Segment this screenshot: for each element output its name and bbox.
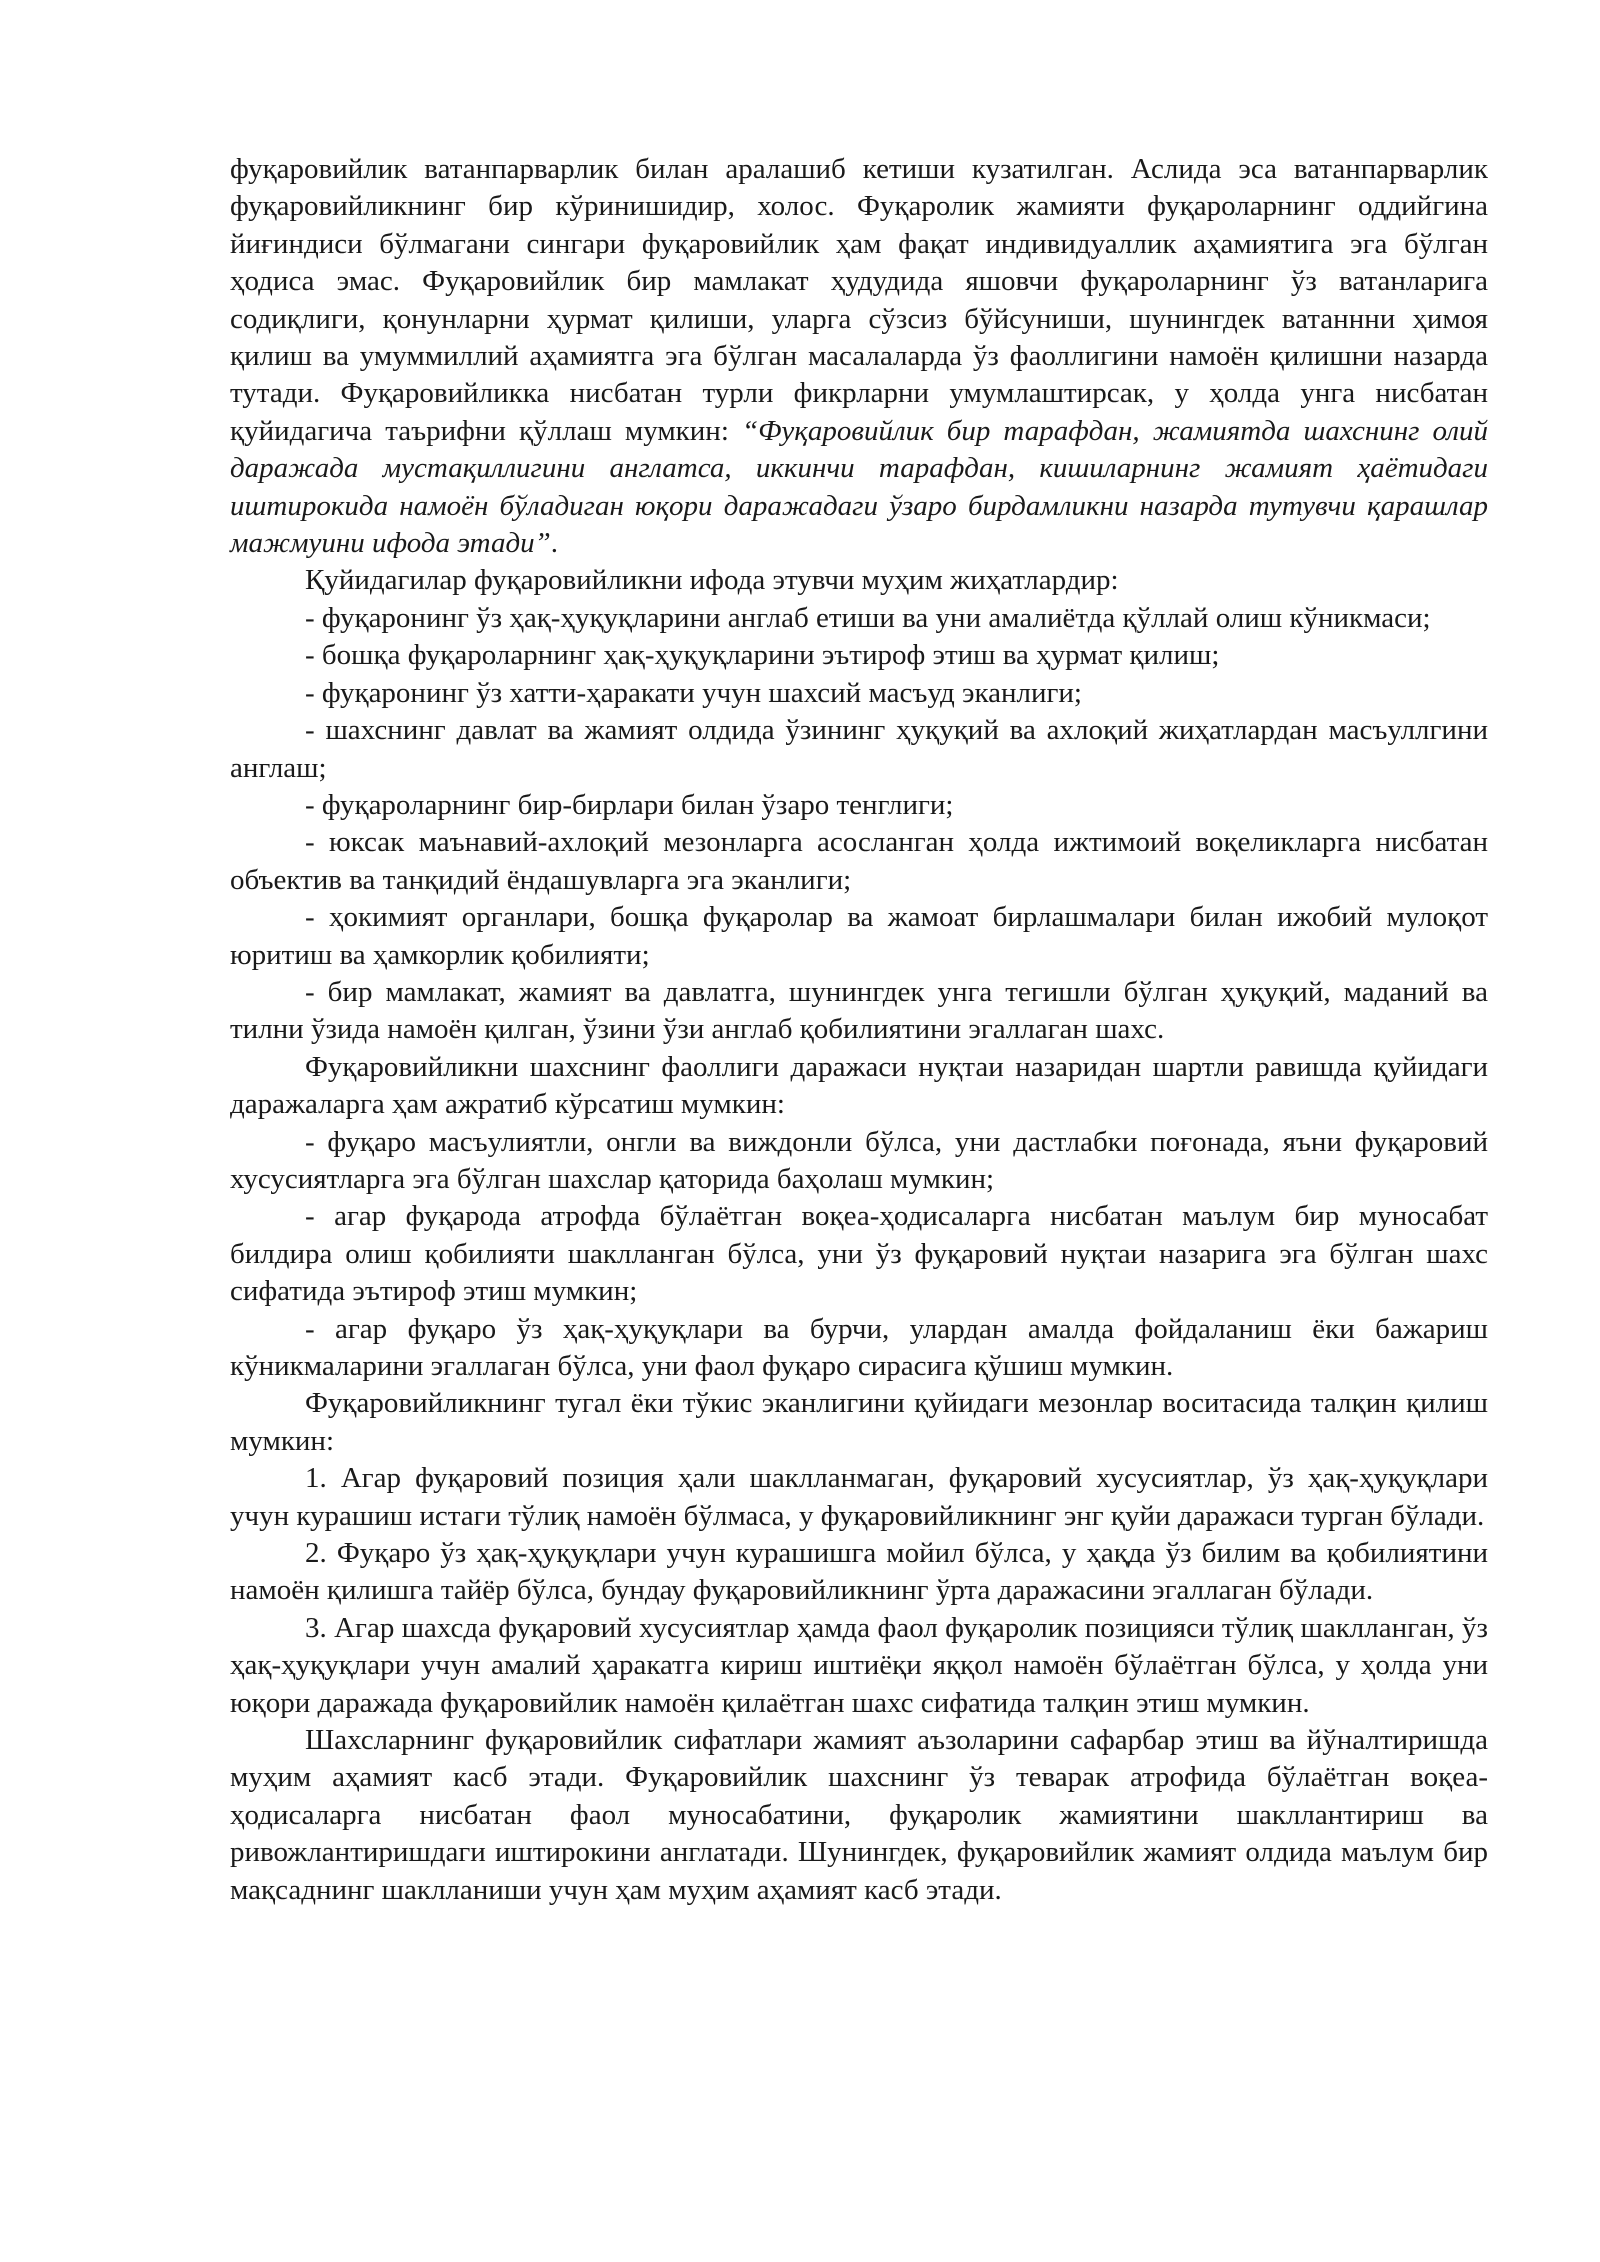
definition-quote: “Фуқаровийлик бир тарафдан, жамиятда шахснинг олий даражада мустақиллигини англатса, иккинчи тарафдан, кишиларнинг жамият ҳаётидаги иштирокида намоён бўладиган юқори даражадаги ўзаро бирдамликни назарда тутувчи қарашлар мажмуини ифода этади” [230,414,1488,560]
list-item: - фуқаронинг ўз хатти-ҳаракати учун шахсий масъуд эканлиги; [305,676,1082,709]
paragraph-aspects-heading: Қуйидагилар фуқаровийликни ифода этувчи муҳим жиҳатлардир: [305,564,1119,597]
list-item: - юксак маънавий-ахлоқий мезонларга асосланган ҳолда ижтимоий воқеликларга нисбатан объектив ва танқидий ёндашувларга эга эканлиги; [230,826,1488,896]
list-item: - бошқа фуқароларнинг ҳақ-ҳуқуқларини эътироф этиш ва ҳурмат қилиш; [305,639,1220,672]
list-item: - шахснинг давлат ва жамият олдида ўзининг ҳуқуқий ва ахлоқий жиҳатлардан масъуллгини англаш; [230,714,1488,784]
paragraph-conclusion: Шахсларнинг фуқаровийлик сифатлари жамият аъзоларини сафарбар этиш ва йўналтиришда муҳим аҳамият касб этади. Фуқаровийлик шахснинг ўз теварак атрофида бўлаётган воқеа-ҳодисаларга нисбатан фаол муносабатини, фуқаролик жамиятини шакллантириш ва ривожлантиришдаги иштирокини англатади. Шунингдек, фуқаровийлик жамият олдида маълум бир мақсаднинг шаклланиши учун ҳам муҳим аҳамият касб этади. [230,1724,1488,1906]
list-item: - ҳокимият органлари, бошқа фуқаролар ва жамоат бирлашмалари билан ижобий мулоқот юритиш ва ҳамкорлик қобилияти; [230,901,1488,971]
intro-end: . [550,527,558,560]
numbered-item: 1. Агар фуқаровий позиция ҳали шаклланмаган, фуқаровий хусусиятлар, ўз ҳақ-ҳуқуқлари учун курашиш истаги тўлиқ намоён бўлмаса, у фуқаровийликнинг энг қуйи даражаси турган бўлади. [230,1462,1488,1532]
intro-text: фуқаровийлик ватанпарварлик билан аралашиб кетиши кузатилган. Аслида эса ватанпарварлик фуқаровийликнинг бир кўринишидир, холос. Фуқаролик жамияти фуқароларнинг оддийгина йиғиндиси бўлмагани сингари фуқаровийлик ҳам фақат индивидуаллик аҳамиятига эга бўлган ҳодиса эмас. Фуқаровийлик бир мамлакат ҳудудида яшовчи фуқароларнинг ўз ватанларига содиқлиги, қонунларни ҳурмат қилиши, уларга сўзсиз бўйсуниши, шунингдек ватаннни ҳимоя қилиш ва умуммиллий аҳамиятга эга бўлган масалаларда ўз фаоллигини намоён қилишни назарда тутади. Фуқаровийликка нисбатан турли фикрларни умумлаштирсак, у ҳолда унга нисбатан қуйидагича таърифни қўллаш мумкин: [230,153,1488,447]
paragraph-criteria-heading: Фуқаровийликнинг тугал ёки тўкис эканлигини қуйидаги мезонлар воситасида талқин қилиш мумкин: [230,1387,1488,1457]
document-page [230,151,1488,1909]
list-item: - бир мамлакат, жамият ва давлатга, шунингдек унга тегишли бўлган ҳуқуқий, маданий ва тилни ўзида намоён қилган, ўзини ўзи англаб қобилиятини эгаллаган шахс. [230,975,1488,1046]
numbered-item: 3. Агар шахсда фуқаровий хусусиятлар ҳамда фаол фуқаролик позицияси тўлиқ шаклланган, ўз ҳақ-ҳуқуқлари учун амалий ҳаракатга кириш иштиёқи яққол намоён бўлаётган бўлса, у ҳолда уни юқори даражада фуқаровийлик намоён қилаётган шахс сифатида талқин этиш мумкин. [230,1611,1488,1719]
list-item: - агар фуқаро ўз ҳақ-ҳуқуқлари ва бурчи, улардан амалда фойдаланиш ёки бажариш кўникмаларини эгаллаган бўлса, уни фаол фуқаро сирасига қўшиш мумкин. [230,1312,1488,1382]
list-item: - фуқаронинг ўз ҳақ-ҳуқуқларини англаб етиши ва уни амалиётда қўллай олиш кўникмаси; [305,601,1431,634]
paragraph-levels-heading: Фуқаровийликни шахснинг фаоллиги даражаси нуқтаи назаридан шартли равишда қуйидаги даражаларга ҳам ажратиб кўрсатиш мумкин: [230,1050,1488,1121]
numbered-item: 2. Фуқаро ўз ҳақ-ҳуқуқлари учун курашишга мойил бўлса, у ҳақда ўз билим ва қобилиятини намоён қилишга тайёр бўлса, бундау фуқаровийликнинг ўрта даражасини эгаллаган бўлади. [230,1537,1488,1607]
paragraph-intro [230,151,1488,562]
list-item: - фуқаро масъулиятли, онгли ва виждонли бўлса, уни дастлабки поғонада, яъни фуқаровий хусусиятларга эга бўлган шахслар қаторида баҳолаш мумкин; [230,1125,1488,1195]
list-item: - агар фуқарода атрофда бўлаётган воқеа-ҳодисаларга нисбатан маълум бир муносабат билдира олиш қобилияти шаклланган бўлса, уни ўз фуқаровий нуқтаи назарига эга бўлган шахс сифатида эътироф этиш мумкин; [230,1200,1488,1308]
list-item: - фуқароларнинг бир-бирлари билан ўзаро тенглиги; [305,788,954,821]
